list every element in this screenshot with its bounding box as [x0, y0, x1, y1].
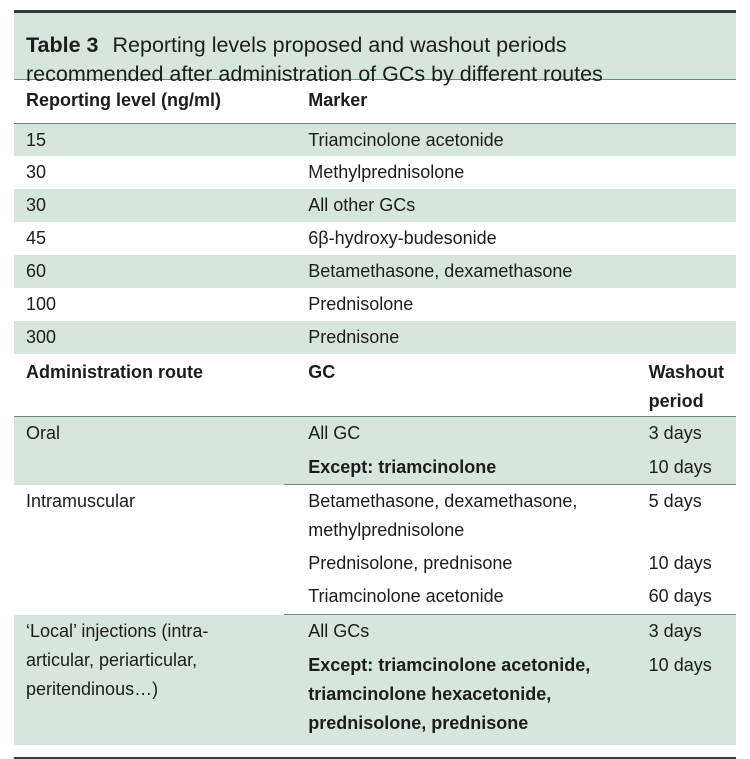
period-cell: 3 days	[623, 615, 736, 649]
table-row	[14, 123, 736, 156]
gc-line-2: triamcinolone hexacetonide,	[308, 683, 552, 704]
route-line-2: articular, periarticular,	[26, 649, 198, 670]
table-label: Table 3	[26, 33, 99, 57]
table-caption	[14, 13, 736, 86]
marker-cell: Methylprednisolone	[308, 162, 465, 182]
header-washout-line-2: period	[648, 391, 704, 411]
level-cell: 15	[14, 123, 284, 156]
table-row	[14, 485, 736, 547]
gc-cell	[284, 485, 622, 547]
level-cell: 60	[14, 255, 284, 288]
period-cell: 60 days	[623, 580, 736, 615]
data-table	[14, 80, 736, 745]
gc-cell: Triamcinolone acetonide	[284, 580, 622, 615]
marker-cell: 6β-hydroxy-budesonide	[308, 228, 497, 248]
level-cell: 30	[14, 189, 284, 222]
marker-cell: Betamethasone, dexamethasone	[284, 255, 736, 288]
route-local-injections	[14, 615, 284, 745]
header-marker: Marker	[284, 80, 736, 123]
marker-cell: Prednisolone	[308, 294, 414, 314]
period-cell: 10 days	[623, 649, 736, 745]
period-cell: 3 days	[623, 417, 736, 451]
caption-line-1: Reporting levels proposed and washout periods	[112, 33, 567, 57]
washout-header-row	[14, 354, 736, 417]
level-cell: 100	[26, 294, 57, 314]
gc-line-1: Except: triamcinolone acetonide,	[308, 654, 591, 675]
period-cell: 10 days	[623, 451, 736, 485]
header-gc: GC	[284, 354, 622, 417]
gc-line-2: methylprednisolone	[308, 520, 465, 540]
gc-line-1: Betamethasone, dexamethasone,	[308, 491, 578, 511]
level-cell: 30	[26, 162, 47, 182]
gc-cell: Except: triamcinolone	[284, 451, 622, 485]
gc-cell: All GCs	[284, 615, 622, 649]
period-cell: 10 days	[648, 552, 712, 573]
marker-cell: All other GCs	[284, 189, 736, 222]
gc-cell: All GC	[284, 417, 622, 451]
table-row	[14, 189, 736, 222]
table-row	[14, 255, 736, 288]
table-row	[14, 222, 736, 255]
route-oral: Oral	[14, 417, 284, 485]
level-cell: 45	[26, 228, 47, 248]
gc-line-3: prednisolone, prednisone	[308, 712, 529, 733]
table-row	[14, 156, 736, 189]
gc-cell	[284, 649, 622, 745]
route-intramuscular: Intramuscular	[26, 490, 136, 511]
route-line-1: ‘Local’ injections (intra-	[26, 620, 209, 641]
period-cell: 5 days	[648, 491, 702, 511]
marker-cell: Triamcinolone acetonide	[284, 123, 736, 156]
table-row	[14, 615, 736, 649]
header-administration-route: Administration route	[14, 354, 284, 417]
level-cell: 300	[14, 321, 284, 354]
table-3	[14, 10, 736, 759]
header-washout-line-1: Washout	[648, 362, 724, 382]
table-row	[14, 288, 736, 321]
gc-cell: Prednisolone, prednisone	[308, 552, 513, 573]
table-row	[14, 417, 736, 451]
marker-cell: Prednisone	[284, 321, 736, 354]
table-row	[14, 321, 736, 354]
caption-line-2: recommended after administration of GCs by different routes	[26, 62, 603, 86]
header-reporting-level: Reporting level (ng/ml)	[14, 80, 284, 123]
route-line-3: peritendinous…)	[26, 678, 159, 699]
header-washout-period	[623, 354, 736, 417]
